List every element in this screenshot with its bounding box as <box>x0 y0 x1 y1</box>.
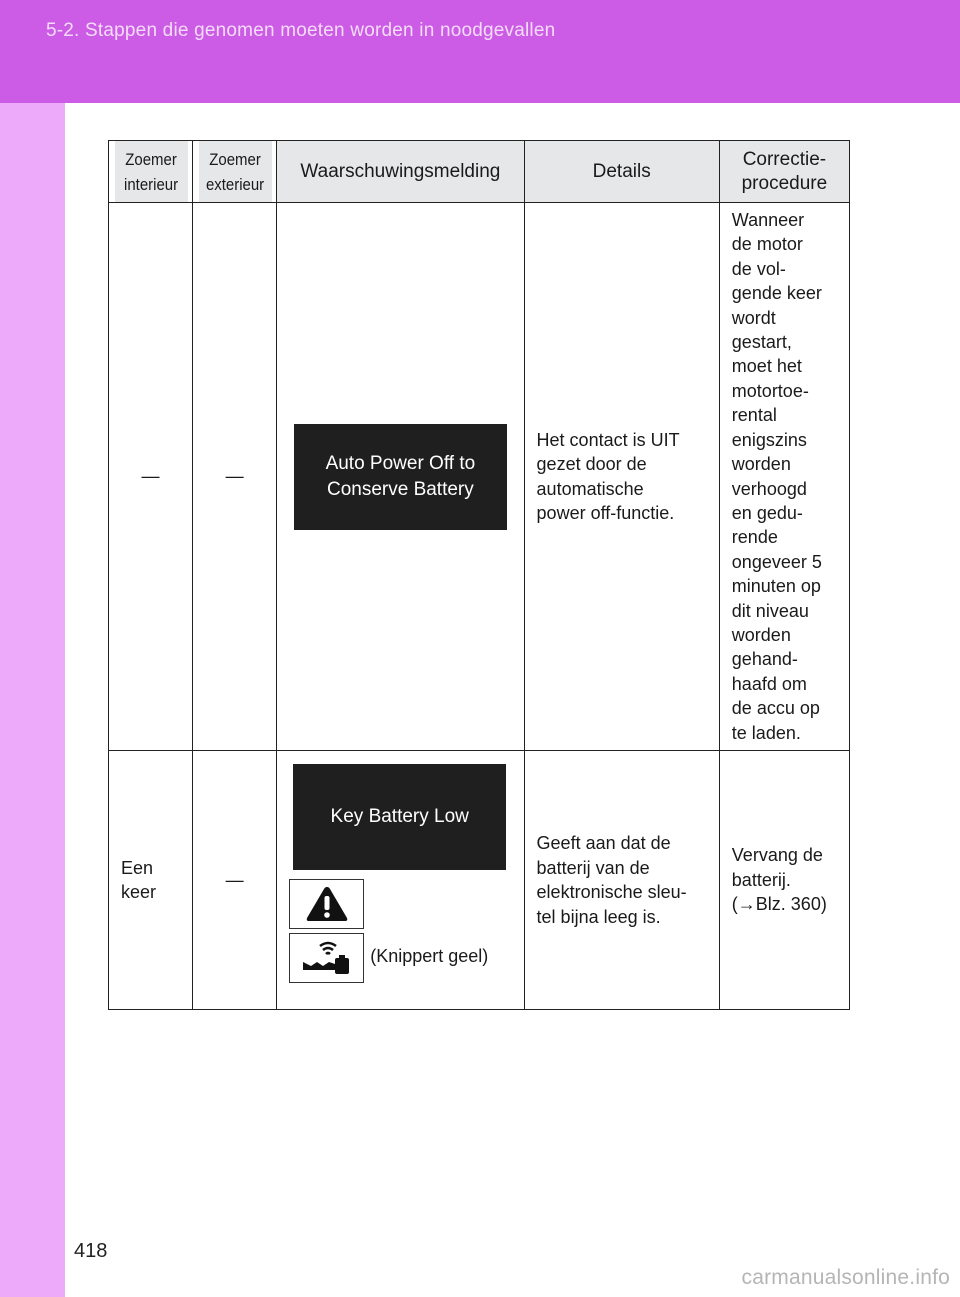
blink-note: (Knippert geel) <box>370 946 489 966</box>
cell-correction: Wanneer de motor de vol- gende keer wordt gestart, moet het motortoe- rental enigszins worden verhoogd en gedu- rende ongeveer 5 minuten op dit niveau worden gehand- haafd om de accu op te laden. <box>719 203 849 751</box>
cell-interior-buzzer: Een keer <box>109 751 193 1010</box>
cell-exterior-buzzer <box>193 751 277 1010</box>
table-header-row <box>109 141 850 203</box>
display-message-key-battery-low: Key Battery Low <box>293 764 506 870</box>
cell-details: Het contact is UIT gezet door de automatische power off-functie. <box>524 203 719 751</box>
cell-details: Geeft aan dat de batterij van de elektronische sleu- tel bijna leeg is. <box>524 751 719 1010</box>
chapter-title: 5-2. Stappen die genomen moeten worden in noodgevallen <box>46 20 556 41</box>
cell-warning-message <box>277 203 524 751</box>
cell-correction: Vervang de batterij. (→Blz. 360) <box>719 751 849 1010</box>
table-row <box>109 751 850 1010</box>
header-warning-message: Waarschuwingsmelding <box>277 141 524 203</box>
header-correction: Correctie- procedure <box>719 141 849 203</box>
warning-message-table <box>108 140 850 1010</box>
table-row <box>109 203 850 751</box>
message-stack <box>277 751 523 1009</box>
exterior-value: — <box>225 869 244 890</box>
cell-warning-message <box>277 751 524 1010</box>
cell-exterior-buzzer <box>193 203 277 751</box>
watermark: carmanualsonline.info <box>741 1266 950 1289</box>
key-battery-icon <box>289 933 364 983</box>
header-exterior-buzzer: Zoemer exterieur <box>198 141 272 203</box>
header-details: Details <box>524 141 719 203</box>
warning-triangle-icon <box>289 879 364 929</box>
interior-value: — <box>141 466 160 487</box>
exterior-value: — <box>225 466 244 487</box>
display-message-auto-power-off: Auto Power Off to Conserve Battery <box>294 424 507 530</box>
page-number: 418 <box>74 1240 108 1262</box>
side-tab-strip <box>0 103 65 1297</box>
cell-interior-buzzer <box>109 203 193 751</box>
chapter-header-bar <box>0 0 960 103</box>
header-interior-buzzer: Zoemer interieur <box>114 141 188 203</box>
